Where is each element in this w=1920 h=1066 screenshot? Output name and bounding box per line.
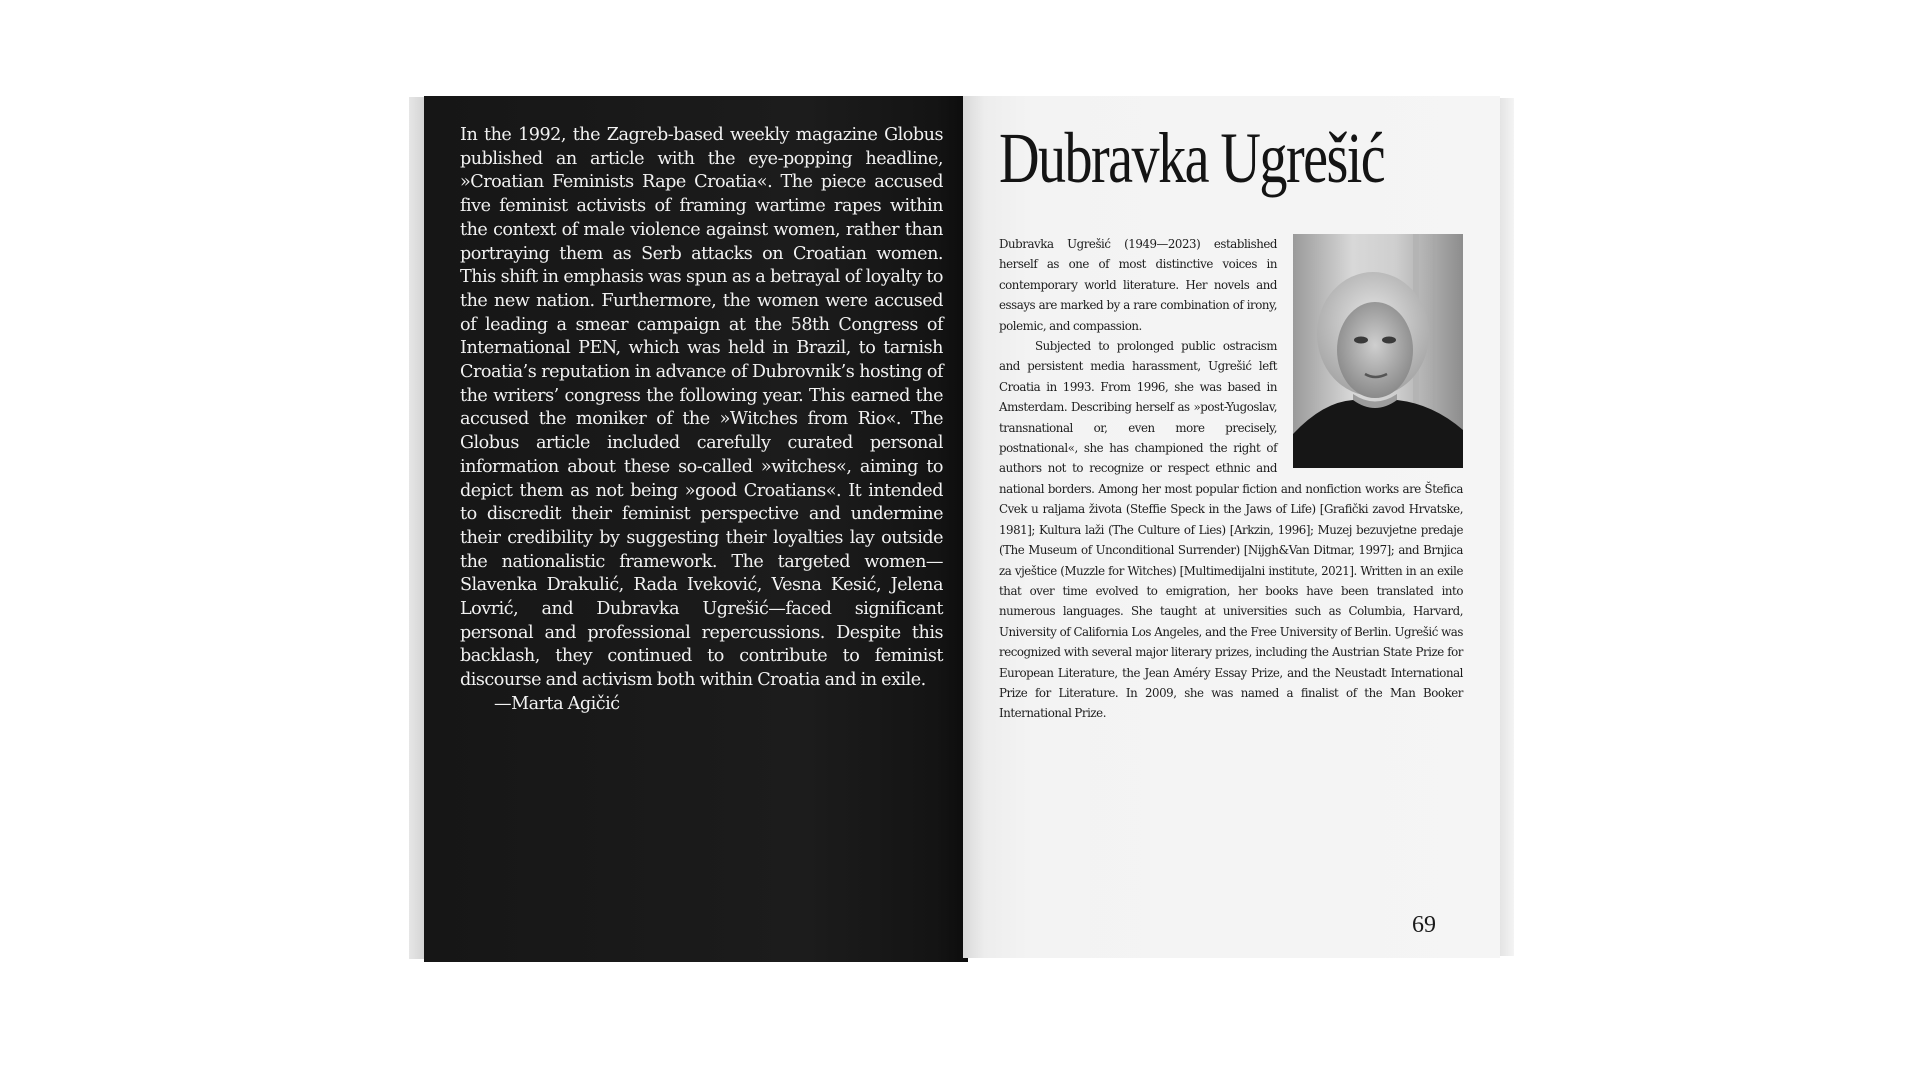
- bio-paragraph-2: Subjected to prolonged public ostracism and persistent media harassment, Ugrešić left Croatia in 1993. From 1996, she was based in Amsterdam. Describing herself as »post-Yugoslav, transnational or, even more precisely, postnational«, she has championed the right of authors not to recognize or respect ethnic and national borders. Among her most popular fiction and nonfiction works are Štefica Cvek u raljama života (Steffie Speck in the Jaws of Life) [Grafički zavod Hrvatske, 1981]; Kultura laži (The Culture of Lies) [Arkzin, 1996]; Muzej bezuvjetne predaje (The Museum of Unconditional Surrender) [Nijgh&Van Ditmar, 1997]; and Brnjica za vještice (Muzzle for Witches) [Multimedijalni institute, 2021]. Written in an exile that over time evolved to emigration, her books have been translated into numerous languages. She taught at universities such as Columbia, Harvard, University of California Los Angeles, and the Free University of Berlin. Ugrešić was recognized with several major literary prizes, including the Austrian State Prize for European Literature, the Jean Améry Essay Prize, and the Neustadt International Prize for Literature. In 2009, she was named a finalist of the Man Booker International Prize.: [999, 339, 1463, 721]
- page-number: 69: [1412, 912, 1436, 938]
- right-page-edge: [1500, 98, 1514, 956]
- page-title: Dubravka Ugrešić: [999, 118, 1385, 198]
- left-paragraph: In the 1992, the Zagreb-based weekly magazine Globus published an article with the eye-popping headline, »Croatian Feminists Rape Croatia«. The piece accused five feminist activists of framing wartime rapes within the context of male violence against women, rather than portraying them as Serb attacks on Croatian women. This shift in emphasis was spun as a betrayal of loyalty to the new nation. Furthermore, the women were accused of leading a smear campaign at the 58th Congress of International PEN, which was held in Brazil, to tarnish Croatia’s reputation in advance of Dubrovnik’s hosting of the writers’ congress the following year. This earned the accused the moniker of the »Witches from Rio«. The Globus article included carefully curated personal information about these so-called »witches«, aiming to depict them as not being »good Croatians«. It intended to discredit their feminist perspective and undermine their credibility by suggesting their loyalties lay outside the nationalistic framework. The targeted women—Slavenka Drakulić, Rada Iveković, Vesna Kesić, Jelena Lovrić, and Dubravka Ugrešić—faced significant personal and professional repercussions. Despite this backlash, they continued to contribute to feminist discourse and activism both within Croatia and in exile.: [460, 125, 943, 691]
- author-portrait: [1293, 234, 1463, 468]
- left-page-text: [460, 124, 943, 717]
- right-page: [963, 96, 1500, 958]
- left-page: [424, 96, 968, 962]
- bio-paragraph-1: Dubravka Ugrešić (1949—2023) established herself as one of most distinctive voices in contemporary world literature. Her novels and essays are marked by a rare combination of irony, polemic, and compassion.: [999, 237, 1277, 333]
- signature: —Marta Agičić: [494, 693, 620, 714]
- author-portrait-image: [1293, 234, 1463, 468]
- biography: [999, 234, 1463, 724]
